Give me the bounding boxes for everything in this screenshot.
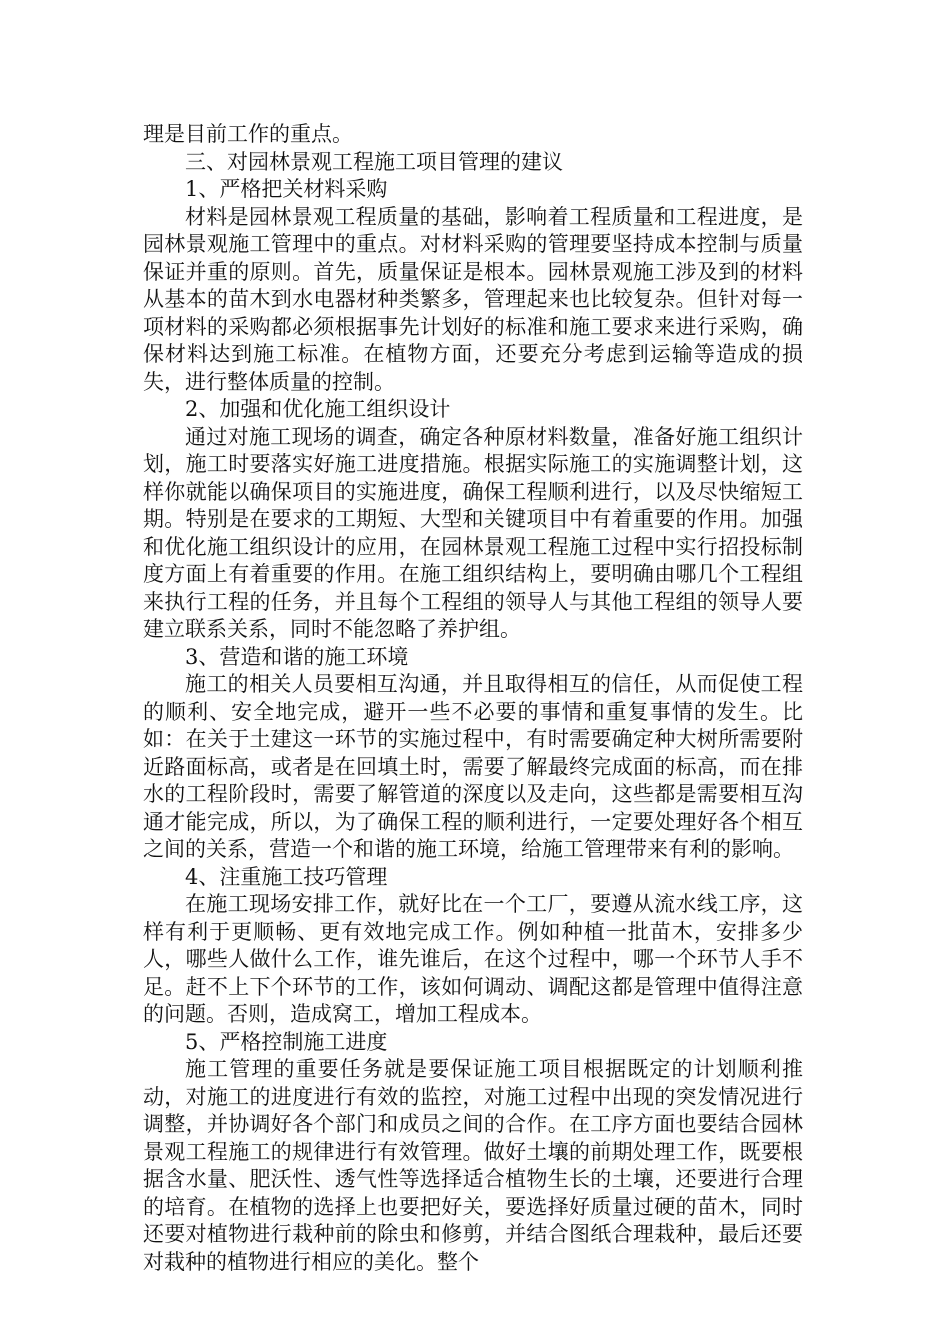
- subsection-heading-3: 3、营造和谐的施工环境: [185, 644, 409, 669]
- paragraph-materials: 材料是园林景观工程质量的基础，影响着工程质量和工程进度，是园林景观施工管理中的重点。对材料采购的管理要坚持成本控制与质量保证并重的原则。首先，质量保证是根本。园林景观施工涉及到的材料从基本的苗木到水电器材种类繁多，管理起来也比较复杂。但针对每一项材料的采购都必须根据事先计划好的标准和施工要求来进行采购，确保材料达到施工标准。在植物方面，还要充分考虑到运输等造成的损失，进行整体质量的控制。: [143, 204, 803, 394]
- subsection-heading-1: 1、严格把关材料采购: [185, 177, 388, 201]
- paragraph-technique: 在施工现场安排工作，就好比在一个工厂，要遵从流水线工序，这样有利于更顺畅、更有效地完成工作。例如种植一批苗木，安排多少人，哪些人做什么工作，谁先谁后，在这个过程中，哪一个环节人手不足。赶不上下个环节的工作，该如何调动、调配这都是管理中值得注意的问题。否则，造成窝工，增加工程成本。: [143, 892, 803, 1026]
- paragraph-environment: 施工的相关人员要相互沟通，并且取得相互的信任，从而促使工程的顺利、安全地完成，避开一些不必要的事情和重复事情的发生。比如：在关于土建这一环节的实施过程中，有时需要确定种大树所需要附近路面标高，或者是在回填土时，需要了解最终完成面的标高，而在排水的工程阶段时，需要了解管道的深度以及走向，这些都是需要相互沟通才能完成，所以，为了确保工程的顺利进行，一定要处理好各个相互之间的关系，营造一个和谐的施工环境，给施工管理带来有利的影响。: [143, 672, 803, 861]
- subsection-heading-2: 2、加强和优化施工组织设计: [185, 397, 451, 421]
- paragraph-schedule: 施工管理的重要任务就是要保证施工项目根据既定的计划顺利推动，对施工的进度进行有效的监控，对施工过程中出现的突发情况进行调整，并协调好各个部门和成员之间的合作。在工序方面也要结合园林景观工程施工的规律进行有效管理。做好土壤的前期处理工作，既要根据含水量、肥沃性、透气性等选择适合植物生长的土壤，还要进行合理的培育。在植物的选择上也要把好关，要选择好质量过硬的苗木，同时还要对植物进行栽种前的除虫和修剪，并结合图纸合理栽种，最后还要对栽种的植物进行相应的美化。整个: [143, 1057, 803, 1274]
- paragraph-continuation: 理是目前工作的重点。: [143, 122, 353, 146]
- paragraph-organization: 通过对施工现场的调查，确定各种原材料数量，准备好施工组织计划，施工时要落实好施工进度措施。根据实际施工的实施调整计划，这样你就能以确保项目的实施进度，确保工程顺利进行，以及尽快缩短工期。特别是在要求的工期短、大型和关键项目中有着重要的作用。加强和优化施工组织设计的应用，在园林景观工程施工过程中实行招投标制度方面上有着重要的作用。在施工组织结构上，要明确由哪几个工程组来执行工程的任务，并且每个工程组的领导人与其他工程组的领导人要建立联系关系，同时不能忽略了养护组。: [143, 424, 803, 641]
- subsection-heading-5: 5、严格控制施工进度: [185, 1029, 388, 1054]
- section-heading: 三、对园林景观工程施工项目管理的建议: [185, 149, 563, 174]
- document-body: [143, 121, 803, 1276]
- subsection-heading-4: 4、注重施工技巧管理: [185, 864, 388, 889]
